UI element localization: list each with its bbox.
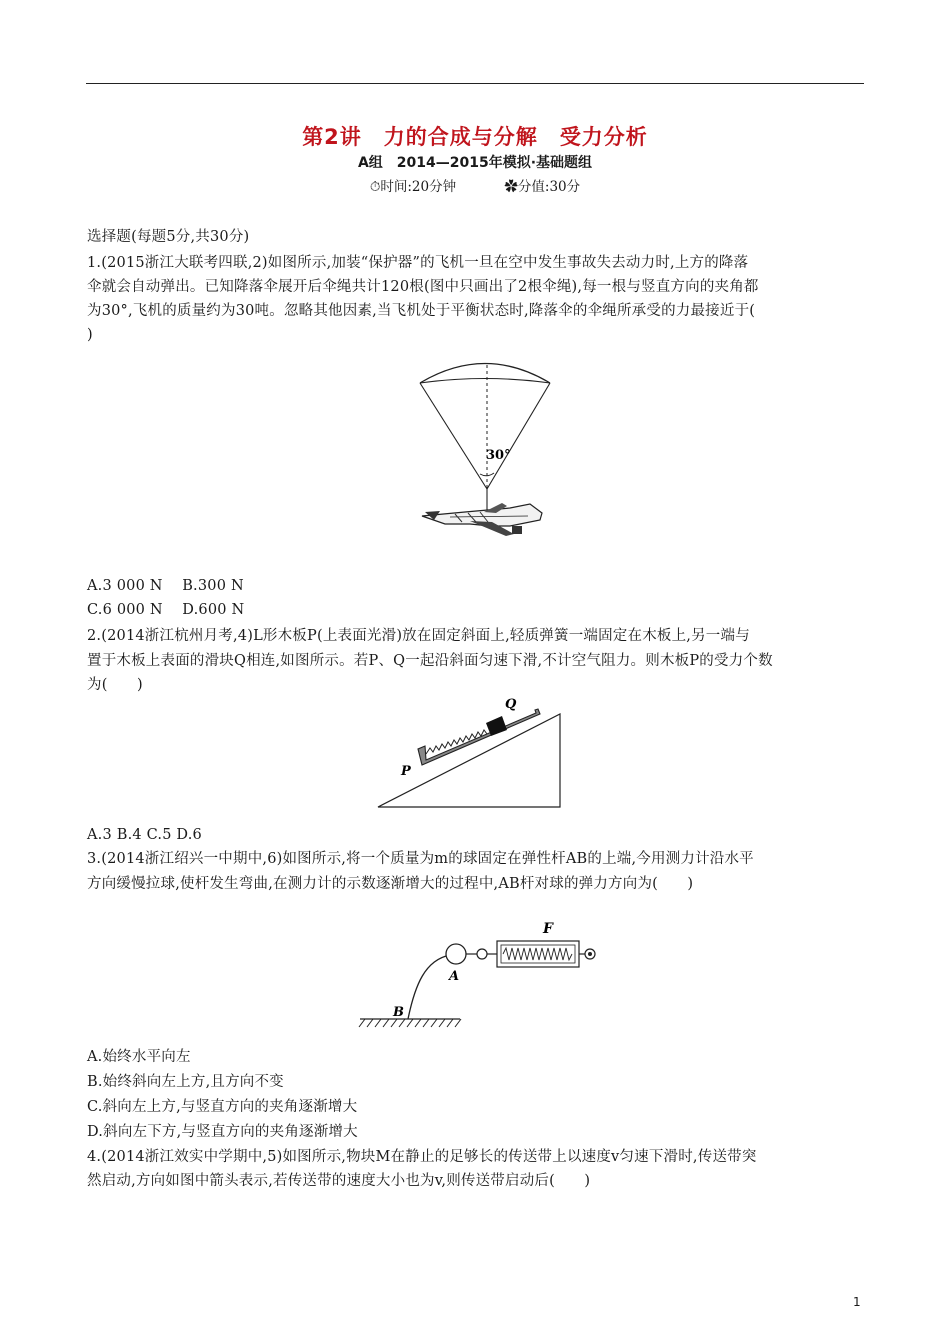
q2-line: 置于木板上表面的滑块Q相连,如图所示。若P、Q一起沿斜面匀速下滑,不计空气阻力。则木板P的受力个数 [87, 653, 773, 669]
q1-option-line: C.6 000 N D.600 N [87, 602, 245, 618]
q3-option-b: B.始终斜向左上方,且方向不变 [87, 1074, 284, 1090]
label-q: Q [505, 697, 517, 712]
elastic-rod [408, 955, 450, 1019]
label-b: B [393, 1005, 404, 1020]
q4-line: 4.(2014浙江效实中学期中,5)如图所示,物块M在静止的足够长的传送带上以速度v匀速下滑时,传送带突 [87, 1149, 757, 1165]
group-heading: A组 2014—2015年模拟·基础题组 [357, 155, 593, 171]
q3-line: 方向缓慢拉球,使杆发生弯曲,在测力计的示数逐渐增大的过程中,AB杆对球的弹力方向为( ) [87, 876, 694, 892]
q3-option-a: A.始终水平向左 [87, 1049, 191, 1065]
label-f: F [543, 921, 553, 937]
angle-label: 30° [486, 448, 511, 463]
q4-line: 然启动,方向如图中箭头表示,若传送带的速度大小也为v,则传送带启动后( ) [87, 1173, 591, 1189]
q1-line: ) [87, 327, 93, 343]
q2-options: A.3 B.4 C.5 D.6 [87, 827, 202, 843]
label-a: A [449, 969, 460, 984]
label-p: P [401, 764, 411, 779]
header-rule [86, 83, 864, 84]
q2-line: 为( ) [87, 677, 143, 693]
incline-figure [370, 690, 570, 815]
page-number: 1 [853, 1295, 861, 1309]
meta-row [0, 175, 950, 195]
q3-line: 3.(2014浙江绍兴一中期中,6)如图所示,将一个质量为m的球固定在弹性杆AB的上端,今用测力计沿水平 [87, 851, 754, 867]
page-title: 第2讲 力的合成与分解 受力分析 [302, 125, 648, 149]
score-label: ✿分值:30分 [504, 179, 581, 195]
time-label: ⏱时间:20分钟 [369, 179, 457, 195]
airplane-icon [422, 503, 542, 536]
q2-line: 2.(2014浙江杭州月考,4)L形木板P(上表面光滑)放在固定斜面上,轻质弹簧一端固定在木板上,另一端与 [87, 628, 750, 644]
spring-scale [466, 941, 595, 967]
q3-option-c: C.斜向左上方,与竖直方向的夹角逐渐增大 [87, 1099, 358, 1115]
incline-slope [378, 714, 560, 807]
ground-hatch [359, 1019, 461, 1027]
q1-line: 为30°,飞机的质量约为30吨。忽略其他因素,当飞机处于平衡状态时,降落伞的伞绳所承受的力最接近于( [87, 303, 756, 319]
q3-option-d: D.斜向左下方,与竖直方向的夹角逐渐增大 [87, 1124, 358, 1140]
elastic-rod-figure [355, 915, 605, 1035]
section-heading: 选择题(每题5分,共30分) [87, 229, 250, 245]
parachute-figure [410, 356, 560, 551]
q1-line: 伞就会自动弹出。已知降落伞展开后伞绳共计120根(图中只画出了2根伞绳),每一根与竖直方向的夹角都 [87, 279, 759, 295]
ball [446, 944, 466, 964]
q1-line: 1.(2015浙江大联考四联,2)如图所示,加装“保护器”的飞机一旦在空中发生事故失去动力时,上方的降落 [87, 255, 749, 271]
q1-option-line: A.3 000 N B.300 N [87, 578, 244, 594]
